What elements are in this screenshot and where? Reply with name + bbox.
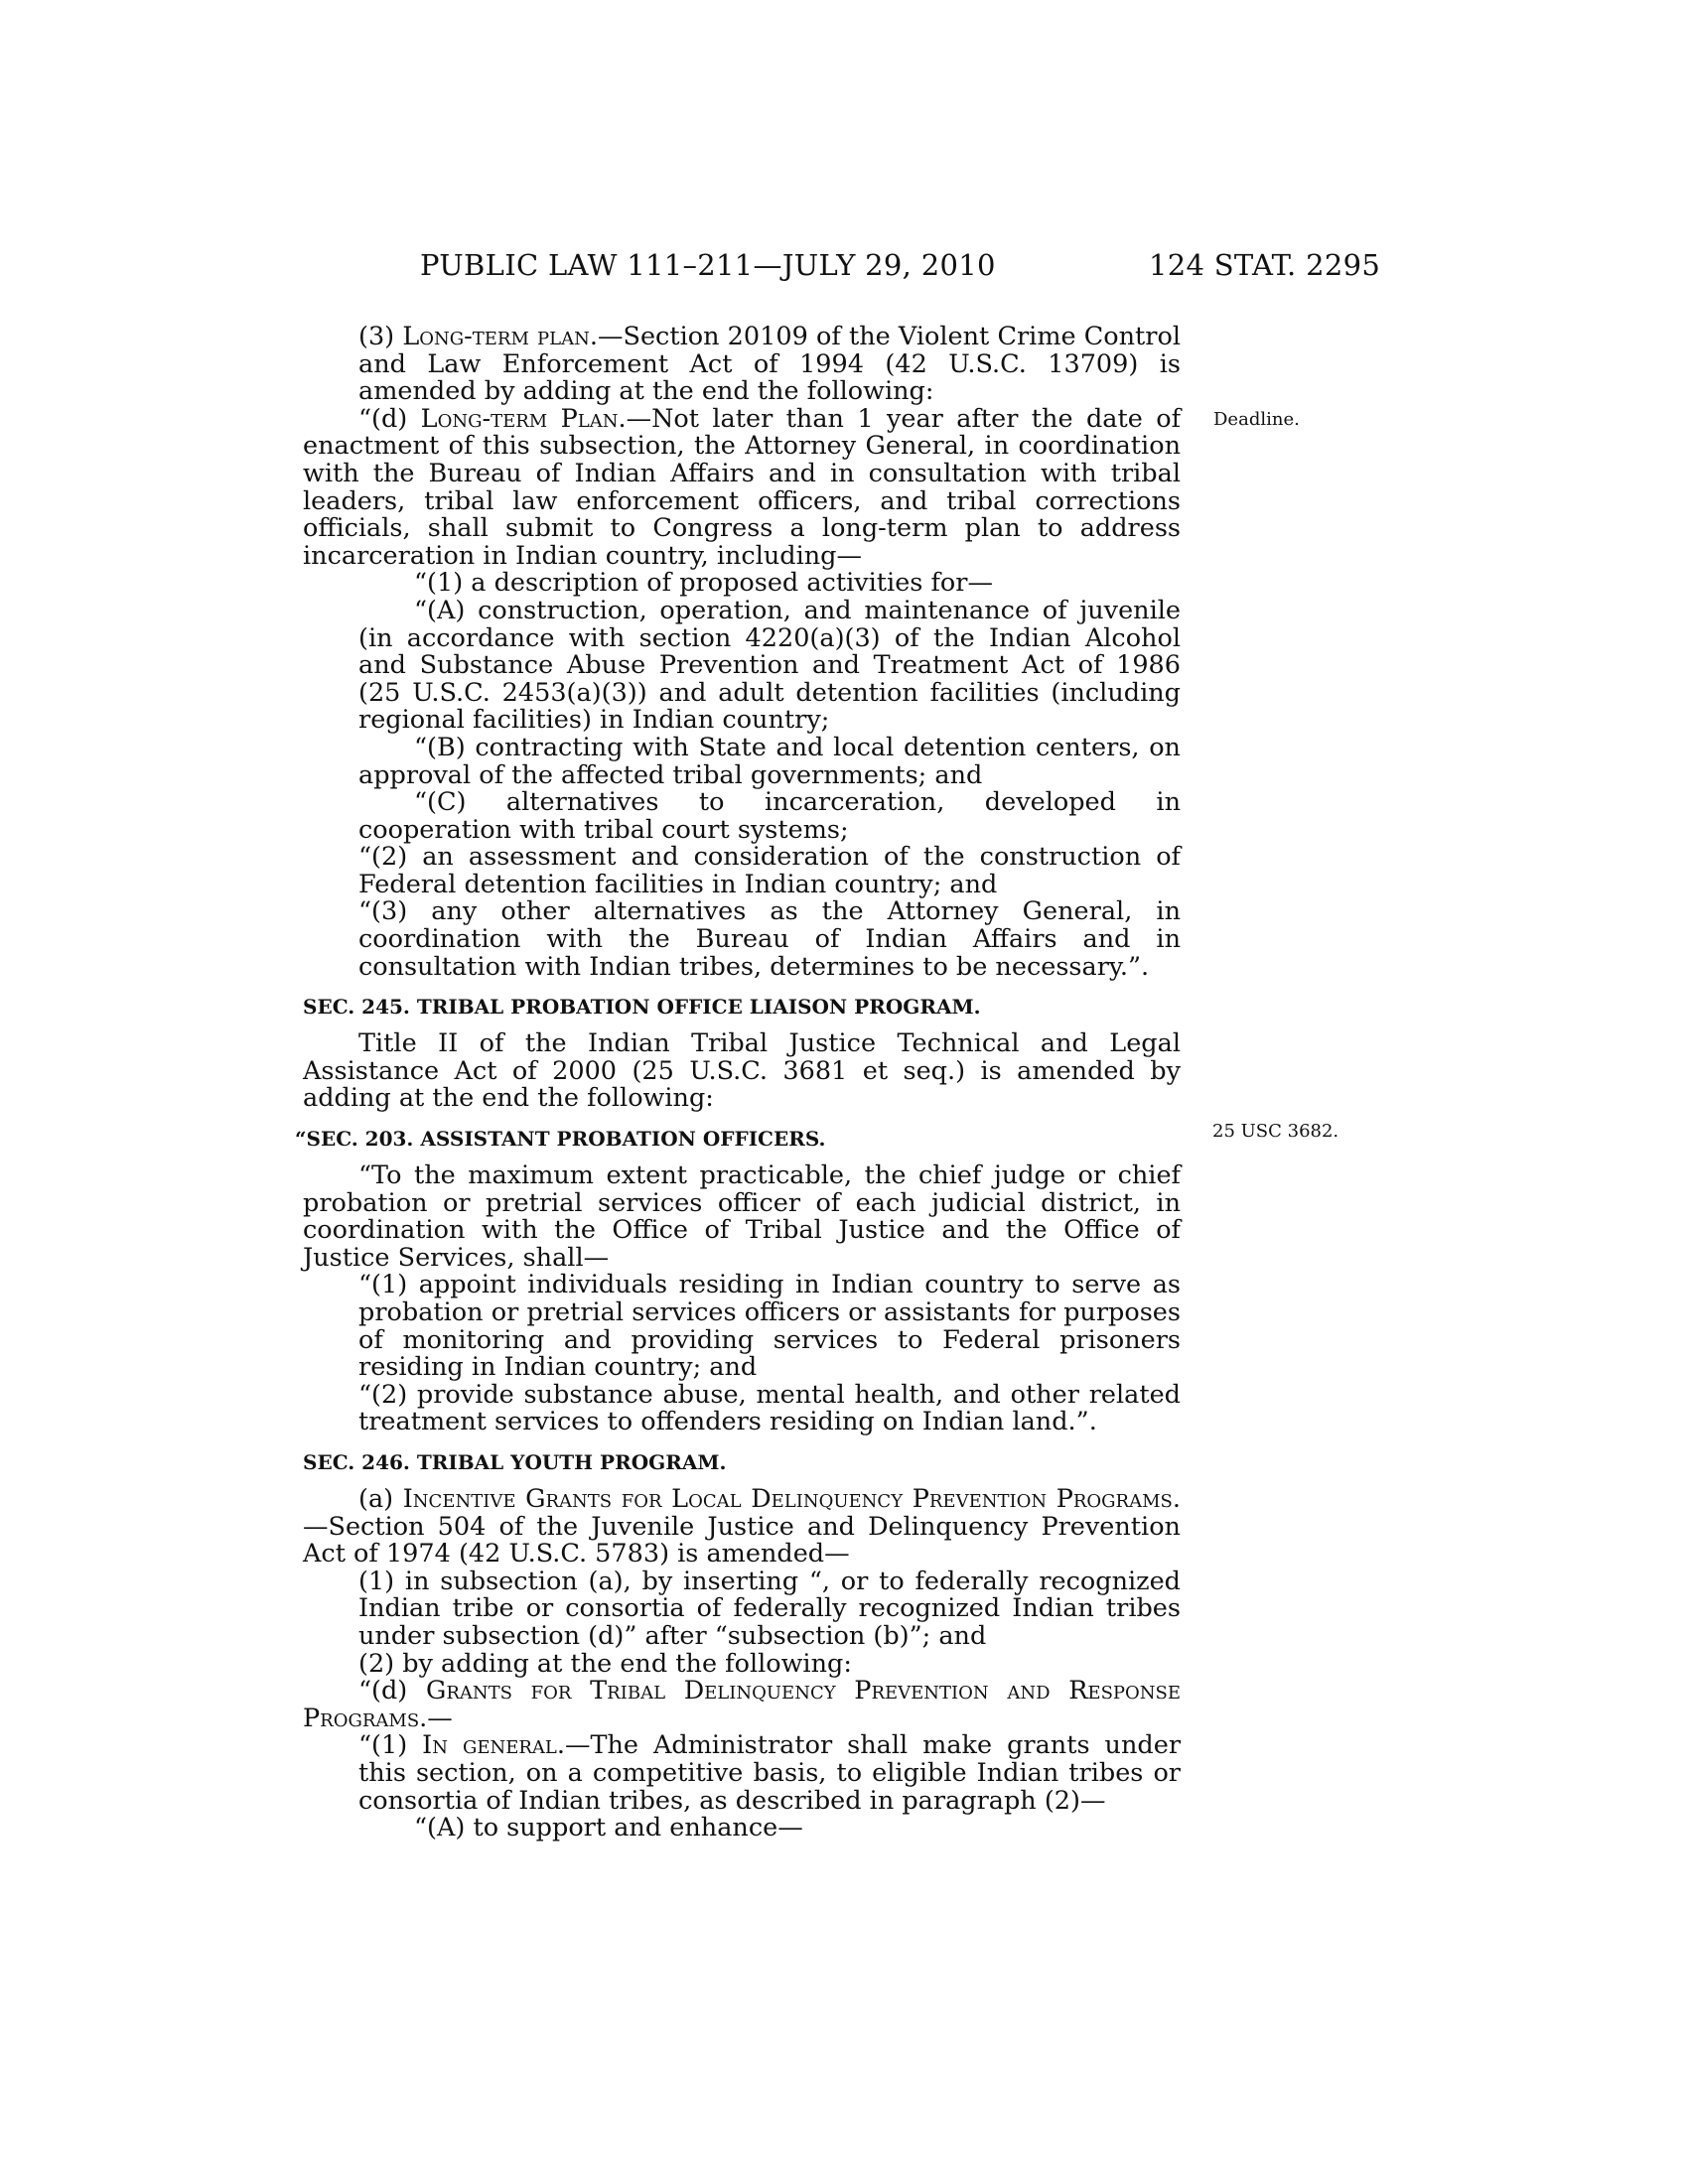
- paragraph-number: “(d): [358, 403, 421, 434]
- paragraph-subsection-a-insert: (1) in subsection (a), by inserting “, or to federally recognized Indian tribe or consortia of federally recognized Indian tribes under subsection (d)” after “subsection (b)”; and: [358, 1566, 1181, 1651]
- paragraph-appoint-individuals: “(1) appoint individuals residing in Indian country to serve as probation or pretrial services officers or assistants for purposes of monitoring and providing services to Federal prisoners residing in Indian country; and: [358, 1270, 1181, 1383]
- paragraph-number: “(d): [358, 1676, 426, 1706]
- paragraph-item-3: “(3) any other alternatives as the Attorney General, in coordination with the Bureau of Indian Affairs and in consultation with Indian tribes, determines to be necessary.”.: [358, 896, 1181, 982]
- section-heading-203: “SEC. 203. ASSISTANT PROBATION OFFICERS.: [295, 1127, 826, 1152]
- paragraph-heading: Long-term Plan: [420, 403, 619, 434]
- paragraph-support-enhance: “(A) to support and enhance—: [414, 1813, 803, 1843]
- paragraph-maximum-extent: “To the maximum extent practicable, the chief judge or chief probation or pretrial services officer of each judicial district, in coordination with the Office of Tribal Justice and the Office of Justice Services, shall—: [303, 1160, 1181, 1273]
- paragraph-title-ii-amendment: Title II of the Indian Tribal Justice Technical and Legal Assistance Act of 2000 (25 U.S.C. 3681 et seq.) is amended by adding at the end the following:: [303, 1028, 1181, 1114]
- paragraph-text: .—Section 504 of the Juvenile Justice and Delinquency Prevention Act of 1974 (42 U.S.C. 5783) is amended—: [303, 1483, 1181, 1570]
- paragraph-text: .—Not later than 1 year after the date of enactment of this subsection, the Attorney General, in coordination with the Bureau of Indian Affairs and in consultation with tribal leaders, tribal law enforcement officers, and tribal corrections officials, shall submit to Congress a long-term plan to address incarceration in Indian country, including—: [303, 403, 1182, 571]
- running-header-stat: 124 STAT. 2295: [1149, 248, 1381, 282]
- margin-note-deadline: Deadline.: [1213, 409, 1300, 430]
- paragraph-heading: Long-term plan: [402, 322, 590, 351]
- paragraph-number: “(1): [358, 1730, 423, 1761]
- paragraph-text: .—The Administrator shall make grants under this section, on a competitive basis, to eligible Indian tribes or consortia of Indian tribes, as described in paragraph (2)—: [358, 1730, 1182, 1816]
- paragraph-grants-tribal-delinquency: [303, 1678, 1181, 1732]
- paragraph-text: .—Section 20109 of the Violent Crime Control and Law Enforcement Act of 1994 (42 U.S.C. 13709) is amended by adding at the end the following:: [358, 322, 1182, 407]
- paragraph-subsection-d: [303, 403, 1182, 571]
- paragraph-adding-at-end: (2) by adding at the end the following:: [358, 1648, 852, 1679]
- paragraph-long-term-plan: [303, 324, 1181, 406]
- section-heading-245: SEC. 245. TRIBAL PROBATION OFFICE LIAISON PROGRAM.: [303, 995, 981, 1020]
- paragraph-incentive-grants: [303, 1483, 1181, 1570]
- paragraph-provide-services: “(2) provide substance abuse, mental health, and other related treatment services to offenders residing on Indian land.”.: [358, 1379, 1181, 1437]
- paragraph-number: (3): [358, 322, 403, 351]
- paragraph-item-b: “(B) contracting with State and local detention centers, on approval of the affected tribal governments; and: [358, 732, 1181, 790]
- paragraph-heading: In general: [422, 1730, 557, 1761]
- paragraph-text: .—: [419, 1703, 453, 1733]
- margin-note-usc-citation: 25 USC 3682.: [1212, 1121, 1339, 1142]
- running-header-title: PUBLIC LAW 111–211—JULY 29, 2010: [420, 248, 996, 282]
- section-heading-246: SEC. 246. TRIBAL YOUTH PROGRAM.: [303, 1449, 727, 1474]
- paragraph-in-general: [303, 1732, 1181, 1815]
- paragraph-heading: Grants for Tribal Delinquency Prevention and Response Programs: [303, 1676, 1181, 1733]
- paragraph-item-1: “(1) a description of proposed activities for—: [414, 568, 993, 599]
- paragraph-number: (a): [358, 1483, 403, 1514]
- paragraph-item-c: “(C) alternatives to incarceration, developed in cooperation with tribal court systems;: [358, 787, 1181, 845]
- paragraph-item-2: “(2) an assessment and consideration of the construction of Federal detention facilities in Indian country; and: [358, 842, 1181, 899]
- paragraph-heading: Incentive Grants for Local Delinquency Prevention Programs: [402, 1483, 1173, 1514]
- document-body: [295, 322, 1182, 1843]
- paragraph-item-a: “(A) construction, operation, and maintenance of juvenile (in accordance with section 4220(a)(3) of the Indian Alcohol and Substance Abuse Prevention and Treatment Act of 1986 (25 U.S.C. 2453(a)(3)) and adult detention facilities (including regional facilities) in Indian country;: [358, 595, 1181, 736]
